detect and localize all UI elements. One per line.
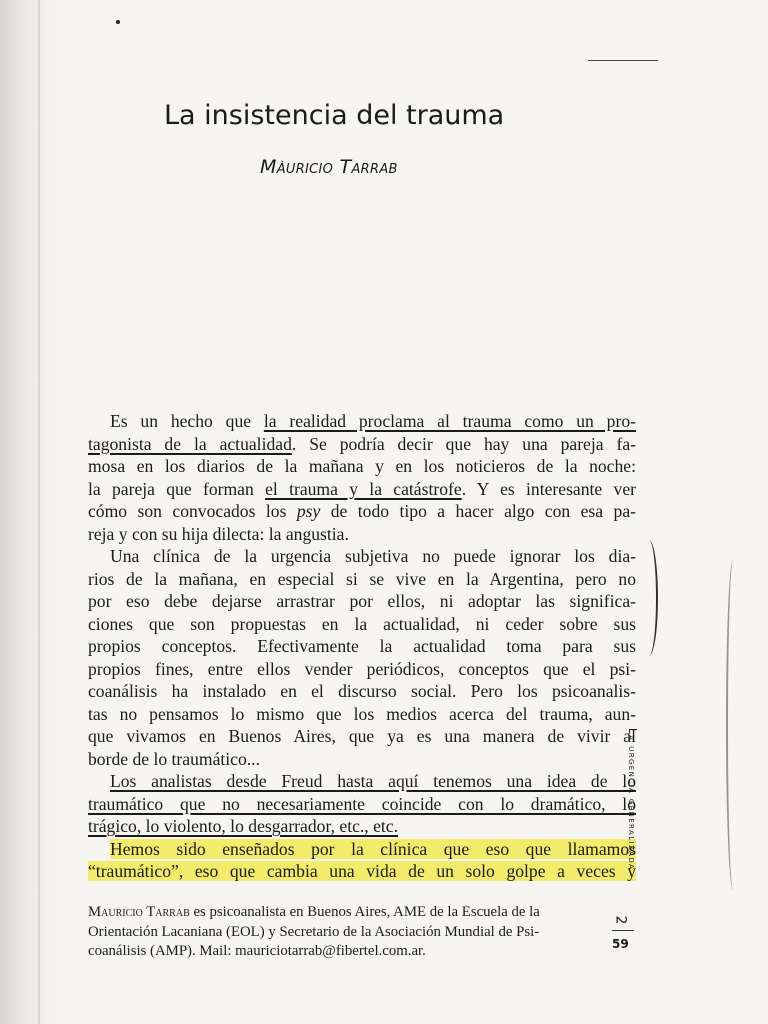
text-line: coanálisis ha instalado en el discurso social. Pero los psicoanalis- xyxy=(88,681,636,701)
text-line: que vivamos en Buenos Aires, que ya es una manera de vivir al xyxy=(88,726,636,746)
page-title: La insistencia del trauma xyxy=(164,100,505,131)
top-rule xyxy=(588,60,658,61)
folio-rule xyxy=(612,930,634,931)
underlined-line: trágico, lo violento, lo desgarrador, etc., etc. xyxy=(88,816,399,836)
text-line: mosa en los diarios de la mañana y en los noticieros de la noche: xyxy=(88,456,636,476)
text-line: Es un hecho que la realidad proclama al trauma como un pro- xyxy=(110,411,636,431)
handwritten-underline: tagonista de la actualidad xyxy=(88,433,292,454)
highlighted-line: “traumático”, eso que cambia una vida de un solo golpe a veces y xyxy=(88,861,636,881)
handwritten-underline: la realidad proclama al trauma como un pro- xyxy=(263,411,636,431)
underlined-line: Los analistas desde Freud hasta aquí tenemos una idea de lo xyxy=(110,771,636,791)
running-header-vertical xyxy=(612,728,640,928)
footnote-line: Orientación Lacaniana (EOL) y Secretario de la Asociación Mundial de Psi- xyxy=(88,923,540,940)
handwritten-underline: el trauma y la catástrofe xyxy=(265,478,462,499)
footnote xyxy=(88,903,628,962)
ink-dot xyxy=(116,20,120,24)
text-line: borde de lo traumático... xyxy=(88,748,260,769)
body-text xyxy=(88,410,636,883)
text-line: cómo son convocados los psy de todo tipo a hacer algo con esa pa- xyxy=(88,501,636,521)
series-number: 2 xyxy=(612,915,629,925)
margin-bracket-mark xyxy=(640,540,658,656)
text-line: rios de la mañana, en especial si se vive en la Argentina, pero no xyxy=(88,568,636,589)
page-curl-shadow xyxy=(726,560,740,890)
text-line: propios conceptos. Efectivamente la actualidad toma para sus xyxy=(88,636,636,656)
footnote-line: coanálisis (AMP). Mail: mauriciotarrab@fibertel.com.ar. xyxy=(88,943,426,959)
text-line: la pareja que forman el trauma y la catástrofe. Y es interesante ver xyxy=(88,478,636,499)
series-label: La urgencia generalizada xyxy=(626,728,638,871)
footnote-line: Mauricio Tarrab es psicoanalista en Buenos Aires, AME de la Escuela de la xyxy=(88,904,540,920)
text-line: propios fines, entre ellos vender periódicos, conceptos que el psi- xyxy=(88,658,636,679)
text-line: Una clínica de la urgencia subjetiva no puede ignorar los dia- xyxy=(110,546,636,566)
page-number: 59 xyxy=(612,937,629,951)
author-name: Màuricio Tarrab xyxy=(260,156,398,178)
text-line: ciones que son propuestas en la actualidad, ni ceder sobre sus xyxy=(88,613,636,634)
text-line: tagonista de la actualidad. Se podría decir que hay una pareja fa- xyxy=(88,433,637,454)
footnote-author: Mauricio Tarrab xyxy=(88,904,190,920)
underlined-line: traumático que no necesariamente coincide con lo dramático, lo xyxy=(88,793,636,814)
text-line: reja y con su hija dilecta: la angustia. xyxy=(88,523,349,544)
text-line: tas no pensamos lo mismo que los medios acerca del trauma, aun- xyxy=(88,703,636,724)
highlighted-line: Hemos sido enseñados por la clínica que eso que llamamos xyxy=(110,838,636,859)
text-line: por eso debe dejarse arrastrar por ellos, ni adoptar las significa- xyxy=(88,591,636,611)
page-binding-shadow xyxy=(0,0,70,1024)
